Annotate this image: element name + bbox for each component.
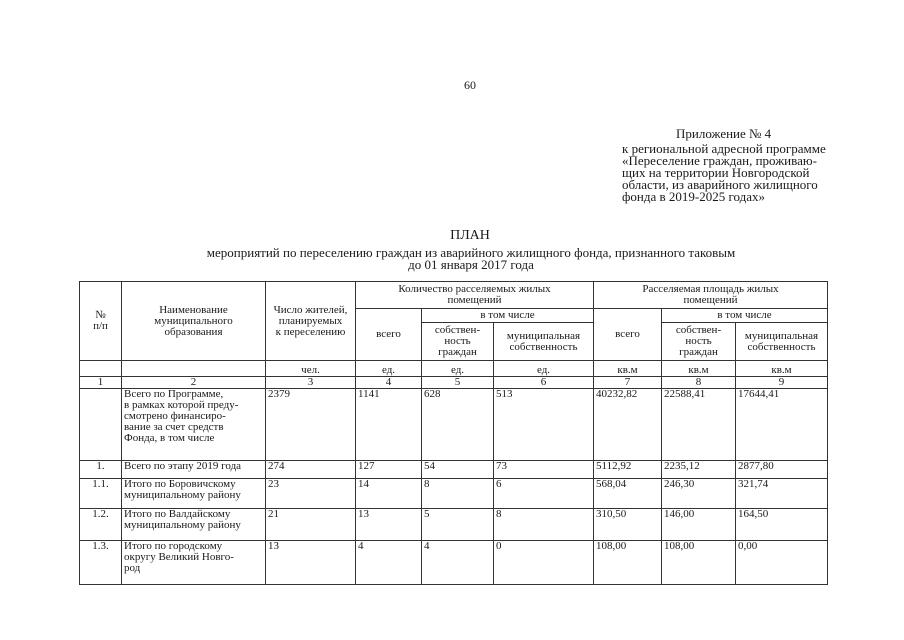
- column-number: 4: [356, 377, 422, 389]
- row-value: 23: [266, 479, 356, 509]
- row-number: 1.: [80, 461, 122, 479]
- row-value: 2379: [266, 389, 356, 461]
- header-area-citizens: собствен- ность граждан: [662, 323, 736, 361]
- units-cell: кв.м: [736, 361, 828, 377]
- units-cell: ед.: [422, 361, 494, 377]
- plan-subtitle-line: мероприятий по переселению граждан из аварийного жилищного фонда, признанного таковым: [206, 245, 736, 260]
- row-value: 8: [494, 509, 594, 541]
- header-area-group: Расселяемая площадь жилых помещений: [594, 282, 828, 309]
- column-number: 5: [422, 377, 494, 389]
- row-name: Итого по Валдайскому муниципальному району: [122, 509, 266, 541]
- header-area-total: всего: [594, 309, 662, 361]
- units-cell: ед.: [356, 361, 422, 377]
- row-value: 13: [356, 509, 422, 541]
- header-area-including: в том числе: [662, 309, 828, 323]
- row-value: 513: [494, 389, 594, 461]
- row-value: 40232,82: [594, 389, 662, 461]
- row-value: 2877,80: [736, 461, 828, 479]
- row-value: 108,00: [594, 541, 662, 585]
- row-value: 22588,41: [662, 389, 736, 461]
- units-cell: ед.: [494, 361, 594, 377]
- table-row: [80, 509, 828, 541]
- plan-subtitle-line: до 01 января 2017 года: [408, 257, 534, 272]
- row-value: 5: [422, 509, 494, 541]
- row-number: 1.1.: [80, 479, 122, 509]
- header-rooms-municipal: муниципальная собственность: [494, 323, 594, 361]
- table-row: [80, 541, 828, 585]
- units-row: [80, 361, 828, 377]
- column-number: 8: [662, 377, 736, 389]
- header-name: Наименование муниципального образования: [122, 282, 266, 361]
- column-number: 1: [80, 377, 122, 389]
- row-value: 108,00: [662, 541, 736, 585]
- column-number: 2: [122, 377, 266, 389]
- appendix-line: «Переселение граждан, проживаю-: [622, 153, 817, 168]
- row-value: 274: [266, 461, 356, 479]
- row-value: 310,50: [594, 509, 662, 541]
- page-number: 60: [464, 78, 476, 92]
- header-rooms-group: Количество расселяемых жилых помещений: [356, 282, 594, 309]
- row-value: 4: [356, 541, 422, 585]
- row-value: 4: [422, 541, 494, 585]
- appendix-line: щих на территории Новгородской: [622, 165, 810, 180]
- header-rooms-including: в том числе: [422, 309, 594, 323]
- row-value: 321,74: [736, 479, 828, 509]
- units-cell: кв.м: [594, 361, 662, 377]
- row-value: 164,50: [736, 509, 828, 541]
- row-value: 568,04: [594, 479, 662, 509]
- row-value: 54: [422, 461, 494, 479]
- row-value: 73: [494, 461, 594, 479]
- header-rooms-citizens: собствен- ность граждан: [422, 323, 494, 361]
- row-value: 8: [422, 479, 494, 509]
- appendix-line: к региональной адресной программе: [622, 141, 826, 156]
- row-value: 14: [356, 479, 422, 509]
- row-value: 6: [494, 479, 594, 509]
- row-value: 628: [422, 389, 494, 461]
- units-cell: чел.: [266, 361, 356, 377]
- row-value: 1141: [356, 389, 422, 461]
- column-number: 3: [266, 377, 356, 389]
- column-number: 9: [736, 377, 828, 389]
- header-rooms-total: всего: [356, 309, 422, 361]
- row-value: 0: [494, 541, 594, 585]
- row-value: 0,00: [736, 541, 828, 585]
- column-numbers-row: [80, 377, 828, 389]
- header-row: [80, 282, 828, 309]
- row-name: Итого по городскому округу Великий Новго- род: [122, 541, 266, 585]
- appendix-line: области, из аварийного жилищного: [622, 177, 818, 192]
- units-cell: [80, 361, 122, 377]
- header-area-municipal: муниципальная собственность: [736, 323, 828, 361]
- units-cell: кв.м: [662, 361, 736, 377]
- row-value: 13: [266, 541, 356, 585]
- row-value: 246,30: [662, 479, 736, 509]
- table-row: [80, 389, 828, 461]
- column-number: 6: [494, 377, 594, 389]
- row-value: 17644,41: [736, 389, 828, 461]
- table-row: [80, 461, 828, 479]
- row-number: 1.3.: [80, 541, 122, 585]
- appendix-description: [622, 143, 826, 203]
- plan-subtitle: [166, 247, 776, 271]
- units-cell: [122, 361, 266, 377]
- row-number: 1.2.: [80, 509, 122, 541]
- row-value: 2235,12: [662, 461, 736, 479]
- row-number: [80, 389, 122, 461]
- column-number: 7: [594, 377, 662, 389]
- header-num: № п/п: [80, 282, 122, 361]
- row-name: Итого по Боровичскому муниципальному району: [122, 479, 266, 509]
- plan-title: ПЛАН: [450, 228, 490, 243]
- row-value: 127: [356, 461, 422, 479]
- row-name: Всего по Программе, в рамках которой преду- смотрено финансиро- вание за счет средств Фонда, в том числе: [122, 389, 266, 461]
- row-value: 5112,92: [594, 461, 662, 479]
- header-residents: Число жителей, планируемых к переселению: [266, 282, 356, 361]
- resettlement-plan-table: [79, 281, 828, 585]
- row-name: Всего по этапу 2019 года: [122, 461, 266, 479]
- row-value: 146,00: [662, 509, 736, 541]
- row-value: 21: [266, 509, 356, 541]
- appendix-line: фонда в 2019-2025 годах»: [622, 189, 765, 204]
- table-row: [80, 479, 828, 509]
- appendix-title: Приложение № 4: [676, 126, 772, 141]
